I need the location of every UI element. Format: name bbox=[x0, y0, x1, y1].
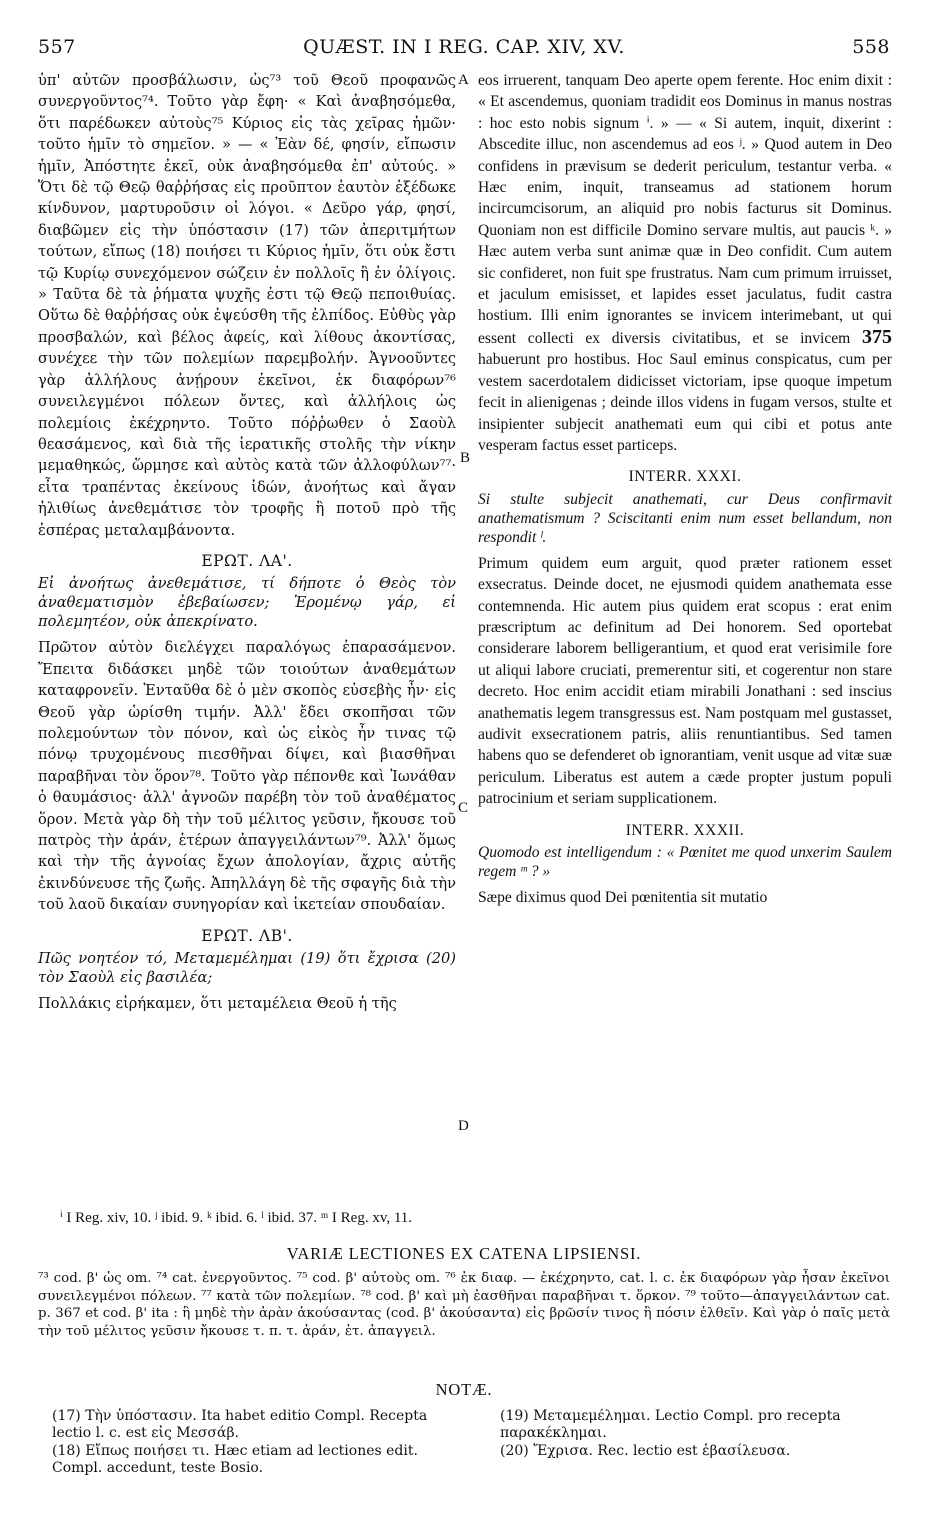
page-marker: 375 bbox=[862, 325, 892, 348]
latin-paragraph-2: Primum quidem eum arguit, quod præter rationem esset exsecratus. Deinde docet, ne ejusmodi quidem anathemata esse contemnenda. Hic autem pius quidem erat scopus : erat enim præscriptum ac definitum ad Dei honorem. Sed oportebat considerare laborem belligerantium, et quod erat verisimile fore ut aliqui labore cruciati, premerentur siti, et cogerentur non stare decreto. Hoc enim accidit etiam mirabili Jonathani : sed inscius anathematis legem transgressus est. Nam postquam mel gustasset, audivit exsecrationem patris, aliis renuntiantibus. Sed tamen habens quo se defenderet ob ignorantiam, venit usque ad vitæ suæ periculum. Liberatus est autem a cæde propter justum populi patrocinium et seriam supplicationem. bbox=[478, 554, 892, 808]
scripture-references: ⁱ I Reg. xiv, 10. ʲ ibid. 9. ᵏ ibid. 6. ˡ ibid. 37. ᵐ I Reg. xv, 11. bbox=[60, 1210, 413, 1226]
running-title: QUÆST. IN I REG. CAP. XIV, XV. bbox=[303, 36, 625, 58]
latin-paragraph-3: Sæpe diximus quod Dei pœnitentia sit mutatio bbox=[478, 889, 768, 906]
page-number-right: 558 bbox=[852, 36, 890, 58]
greek-question-heading-32: ΕΡΩΤ. ΛΒ'. bbox=[201, 926, 293, 945]
margin-letter-c: C bbox=[458, 800, 469, 816]
greek-question-31: Εἰ ἀνοήτως ἀνεθεμάτισε, τί δήποτε ὁ Θεὸς τὸν ἀναθεματισμὸν ἐβεβαίωσεν; Ἐρομένῳ γάρ, εἰ πολεμητέον, οὐκ ἀπεκρίνατο. bbox=[38, 575, 456, 631]
greek-question-32: Πῶς νοητέον τό, Μεταμεμέλημαι (19) ὅτι ἔχρισα (20) τὸν Σαοὺλ εἰς βασιλέα; bbox=[38, 950, 456, 987]
note-19: (19) Μεταμεμέλημαι. Lectio Compl. pro recepta παρακέκλημαι. bbox=[500, 1408, 841, 1442]
page-number-left: 557 bbox=[38, 36, 76, 58]
variae-lectiones-text: ⁷³ cod. β' ὡς om. ⁷⁴ cat. ἐνεργοῦντος. ⁷⁵ cod. β' αὐτοὺς om. ⁷⁶ ἐκ διαφ. — ἐκέχρηντο, cat. l. c. ἐκ διαφόρων γὰρ ἦσαν ἐκεῖνοι συνειλεγμένοι πόλεων. ⁷⁷ κατὰ τῶν πολεμίων. ⁷⁸ cod. β' καὶ μὴ ἐασθῆναι παραβῆναι τ. ὅρκον. ⁷⁹ τοῦτο—ἀπαγγειλάντων cat. p. 367 et cod. β' ita : ἢ μηδὲ τὴν ἀρὰν ἀκούσαντας (cod. β' ἀκούσαντα) εἰς βρῶσίν τινος ἢ πόσιν ἐλθεῖν. Καὶ γὰρ ὁ παῖς μετὰ τὴν τοῦ μέλιτος γεῦσιν ἤκουσε τ. π. τ. ἀράν, ἑτ. ἀπαγγειλ. bbox=[38, 1271, 890, 1339]
greek-column bbox=[38, 70, 456, 1014]
latin-paragraph-1a: eos irruerent, tanquam Deo aperte opem ferente. Hoc enim dixit : « Et ascendemus, quoniam tradidit eos Dominus in manus nostras : hoc esto nobis signum ⁱ. » — « Si autem, inquit, dixerint : Abscedite illuc, non ascendemus ad eos ʲ. » Quod autem in Deo confidens in prævisum se dederit periculum, testantur verba. « Hæc enim, inquit, transeamus ad stationem horum incircumcisorum, an aliquid pro nobis facturus sit Dominus. Quoniam non est difficile Domino servare multis, aut paucis ᵏ. » Hæc autem verba sunt animæ quæ in Deo confidit. Cum autem sic confideret, non fuit spe frustratus. Nam cum primum irruisset, et jaculum emisisset, et lapides esset jaculatus, fudit castra hostium. Illi enim ignorantes se invicem interimebant, ut qui essent collecti ex diversis civitatibus, et se invicem bbox=[478, 72, 892, 347]
latin-question-31: Si stulte subjecit anathemati, cur Deus confirmavit anathematismum ? Sciscitanti enim num esset bellandum, non respondit ˡ. bbox=[478, 490, 892, 546]
running-header bbox=[38, 36, 890, 66]
greek-paragraph-2: Πρῶτον αὐτὸν διελέγχει παραλόγως ἐπαρασάμενον. Ἔπειτα διδάσκει μηδὲ τῶν τοιούτων ἀναθεμάτων καταφρονεῖν. Ἐνταῦθα δὲ ὁ μὲν σκοπὸς εὐσεβὴς ἦν· εἰς Θεοῦ γὰρ ὡρίσθη τιμήν. Ἀλλ' ἔδει σκοπῆσαι τῶν πολεμούντων τὸν πόνον, καὶ ὡς εἰκὸς ἦν τινας τῷ πόνῳ τρυχομένους πιεσθῆναι δίψει, καὶ βιασθῆναι παραβῆναι τὸν ὅρον⁷⁸. Τοῦτο γὰρ πέπονθε καὶ Ἰωνάθαν ὁ θαυμάσιος· ἀλλ' ἀγνοῶν παρέβη τὸν τοῦ ἀναθέματος ὅρον. Μετὰ γὰρ δὴ τὴν τοῦ μέλιτος γεῦσιν, ἤκουσε τοῦ πατρὸς τὴν ἀράν, ἑτέρων ἀπαγγειλάντων⁷⁹. Ἀλλ' ὅμως καὶ τὴν τῆς ἀγνοίας ἔχων ἀπολογίαν, ἄχρις αὐτῆς ἐκινδύνευσε τῆς ζωῆς. Ἀπηλλάγη δὲ τῆς σφαγῆς διὰ τὴν τοῦ λαοῦ δικαίαν συνηγορίαν καὶ ἱκετείαν σπουδαίαν. bbox=[38, 639, 456, 914]
margin-letter-d: D bbox=[458, 1118, 469, 1134]
greek-paragraph-3: Πολλάκις εἰρήκαμεν, ὅτι μεταμέλεια Θεοῦ ἡ τῆς bbox=[38, 995, 397, 1013]
margin-letter-b: B bbox=[460, 450, 471, 466]
greek-paragraph-1: ὑπ' αὐτῶν προσβάλωσιν, ὡς⁷³ τοῦ Θεοῦ προφανῶς συνεργοῦντος⁷⁴. Τοῦτο γὰρ ἔφη· « Καὶ ἀναβησόμεθα, ὅτι παρέδωκεν αὐτοὺς⁷⁵ Κύριος εἰς τὰς χεῖρας ἡμῶν· τοῦτο ἡμῖν τὸ σημεῖον. » — « Ἐὰν δέ, φησίν, εἴπωσιν ἡμῖν, Ἀπόστητε ἐκεῖ, οὐκ ἀναβησόμεθα ἐπ' αὐτούς. » Ὅτι δὲ τῷ Θεῷ θαῤῥήσας εἰς προῦπτον ἑαυτὸν ἐξέδωκε κίνδυνον, μαρτυροῦσιν οἱ λόγοι. « Δεῦρο γάρ, φησί, διαβῶμεν εἰς τὴν ὑπόστασιν (17) τῶν ἀπεριτμήτων τούτων, εἴπως (18) ποιήσει τι Κύριος ἡμῖν, ὅτι οὐκ ἔστι τῷ Κυρίῳ συνεχόμενον σώζειν ἐν πολλοῖς ἢ ἐν ὀλίγοις. » Ταῦτα δὲ τὰ ῥήματα ψυχῆς ἐστι τῷ Θεῷ πεποιθυίας. Οὕτω δὲ θαῤῥήσας οὐκ ἐψεύσθη τῆς ἐλπίδος. Εὐθὺς γὰρ προσβαλών, καὶ βέλος ἀφείς, καὶ λίθους ἀκοντίσας, συνέχεε τὴν τῶν πολεμίων παρεμβολήν. Ἀγνοοῦντες γὰρ ἀλλήλους ἀνῄρουν ἐκεῖνοι, ἐκ διαφόρων⁷⁶ συνειλεγμένοι πόλεων ὄντες, καὶ ἀλλήλοις ὡς πολεμίοις ἐκέχρηντο. Τοῦτο πόῤῥωθεν ὁ Σαοὺλ θεασάμενος, καὶ διὰ τῆς ἱερατικῆς στολῆς τὴν νίκην μεμαθηκώς, ὥρμησε καὶ αὐτὸς κατὰ τῶν ἀλλοφύλων⁷⁷· εἶτα τραπέντας ἐκείνους ἰδών, ἀνοήτως καὶ ἄγαν ἠλιθίως ἀνεθεμάτισε τὸν τροφῆς ἢ ποτοῦ πρὸ τῆς ἑσπέρας μεταλαμβάνοντα. bbox=[38, 72, 456, 539]
note-17: (17) Τὴν ὑπόστασιν. Ita habet editio Compl. Recepta lectio l. c. est εἰς Μεσσάβ. bbox=[52, 1408, 428, 1442]
latin-question-32: Quomodo est intelligendum : « Pœnitet me quod unxerim Saulem regem ᵐ ? » bbox=[478, 844, 892, 880]
note-20: (20) Ἔχρισα. Rec. lectio est ἐβασίλευσα. bbox=[500, 1442, 791, 1459]
variae-lectiones-title: VARIÆ LECTIONES EX CATENA LIPSIENSI. bbox=[286, 1244, 642, 1263]
latin-column bbox=[478, 70, 892, 908]
latin-question-heading-31: INTERR. XXXI. bbox=[628, 468, 742, 486]
greek-question-heading-31: ΕΡΩΤ. ΛΑ'. bbox=[201, 551, 293, 570]
latin-paragraph-1 bbox=[478, 70, 892, 456]
latin-paragraph-1b: habuerunt pro hostibus. Hoc Saul eminus conspicatus, cum per vestem sacerdotalem didicisset victoriam, ipse quoque impetum fecit in alienigenas ; deinde illos videns in fugam versos, stulte et insipienter subjecit anathemati eum qui cibi et potus ante vesperam factus esset particeps. bbox=[478, 351, 892, 454]
note-18: (18) Εἴπως ποιήσει τι. Hæc etiam ad lectiones edit. Compl. accedunt, teste Bosio. bbox=[52, 1442, 418, 1477]
notes-left bbox=[52, 1408, 452, 1478]
notes-right bbox=[500, 1408, 890, 1460]
notae-title: NOTÆ. bbox=[435, 1380, 493, 1399]
margin-letter-a: A bbox=[458, 72, 469, 88]
latin-question-heading-32: INTERR. XXXII. bbox=[625, 821, 745, 839]
